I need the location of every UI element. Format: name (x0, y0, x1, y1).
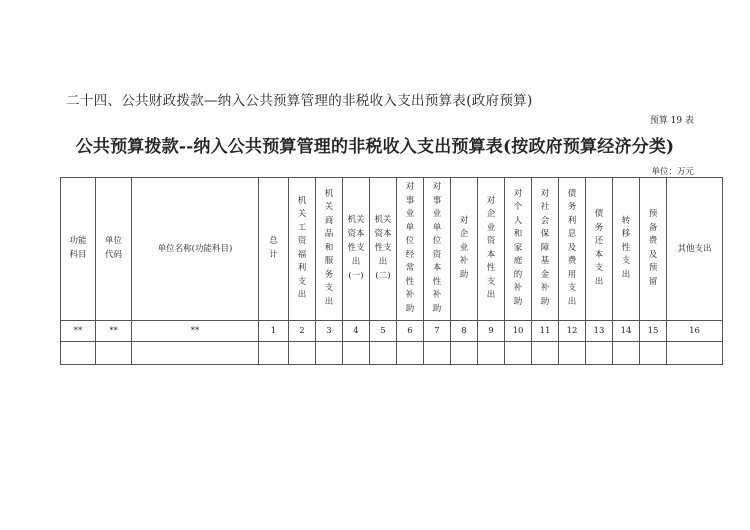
column-number: ** (61, 321, 96, 342)
table-cell (505, 342, 532, 365)
column-number: 7 (424, 321, 451, 342)
blank-data-row (61, 342, 723, 365)
col-header-label: 对企业补助 (459, 215, 469, 280)
col-header (532, 178, 559, 321)
column-number: 11 (532, 321, 559, 342)
col-header (478, 178, 505, 321)
column-number: 5 (370, 321, 397, 342)
table-cell (532, 342, 559, 365)
table-cell (586, 342, 613, 365)
col-header (370, 178, 397, 321)
col-header (640, 178, 667, 321)
col-header-label: 债务还本支出 (594, 209, 604, 287)
col-header-label: 机关资本性支出(一) (347, 215, 365, 282)
column-number: 8 (451, 321, 478, 342)
col-header-label: 其他支出 (677, 243, 712, 254)
col-header-label: 总计 (269, 236, 278, 260)
col-header (586, 178, 613, 321)
table-cell (259, 342, 289, 365)
column-number: 2 (289, 321, 316, 342)
column-number-row (61, 321, 723, 342)
table-cell (370, 342, 397, 365)
column-number: 16 (667, 321, 723, 342)
col-header-label: 机关资本性支出(二) (374, 215, 392, 282)
table-cell (667, 342, 723, 365)
table-cell (559, 342, 586, 365)
table-cell (96, 342, 132, 365)
table-cell (424, 342, 451, 365)
table-cell (613, 342, 640, 365)
column-number: 12 (559, 321, 586, 342)
col-header-label: 机关商品和服务支出 (324, 188, 334, 307)
col-header (316, 178, 343, 321)
table-cell (316, 342, 343, 365)
col-header-label: 对事业单位资本性补助 (432, 182, 442, 314)
col-header (559, 178, 586, 321)
column-number: 6 (397, 321, 424, 342)
column-number: 10 (505, 321, 532, 342)
budget-table (60, 177, 723, 365)
section-title: 二十四、公共财政拨款—纳入公共预算管理的非税收入支出预算表(政府预算) (66, 93, 533, 109)
col-header (343, 178, 370, 321)
col-header (451, 178, 478, 321)
table-cell (478, 342, 505, 365)
col-header (397, 178, 424, 321)
unit-label: 单位：万元 (651, 167, 694, 177)
col-header (505, 178, 532, 321)
column-number: ** (96, 321, 132, 342)
col-header (667, 178, 723, 321)
table-cell (451, 342, 478, 365)
col-header-label: 对企业资本性支出 (486, 195, 496, 301)
col-header (613, 178, 640, 321)
col-header-label: 单位代码 (104, 236, 122, 261)
col-header (259, 178, 289, 321)
col-header-label: 单位名称(功能科目) (157, 243, 233, 254)
table-cell (289, 342, 316, 365)
column-number: 4 (343, 321, 370, 342)
column-number: 9 (478, 321, 505, 342)
col-header-label: 功能科目 (69, 236, 87, 261)
col-header-label: 债务利息及费用支出 (567, 188, 577, 307)
table-number: 预算 19 表 (649, 116, 694, 126)
col-header-label: 转移性支出 (621, 215, 631, 280)
col-header-label: 对社会保障基金补助 (540, 188, 550, 307)
table-cell (132, 342, 259, 365)
col-header (61, 178, 96, 321)
col-header-label: 对事业单位经常性补助 (405, 182, 415, 314)
table-cell (61, 342, 96, 365)
table-cell (397, 342, 424, 365)
col-header-label: 机关工资福利支出 (297, 195, 307, 301)
column-number: 3 (316, 321, 343, 342)
column-number: ** (132, 321, 259, 342)
column-number: 13 (586, 321, 613, 342)
column-number: 14 (613, 321, 640, 342)
col-header-label: 预备费及预留 (648, 209, 658, 287)
col-header (96, 178, 132, 321)
table-cell (343, 342, 370, 365)
table-cell (640, 342, 667, 365)
col-header (424, 178, 451, 321)
main-title: 公共预算拨款--纳入公共预算管理的非税收入支出预算表(按政府预算经济分类) (75, 137, 675, 157)
column-number: 15 (640, 321, 667, 342)
header-row (61, 178, 723, 321)
col-header (132, 178, 259, 321)
col-header-label: 对个人和家庭的补助 (513, 188, 523, 307)
column-number: 1 (259, 321, 289, 342)
col-header (289, 178, 316, 321)
